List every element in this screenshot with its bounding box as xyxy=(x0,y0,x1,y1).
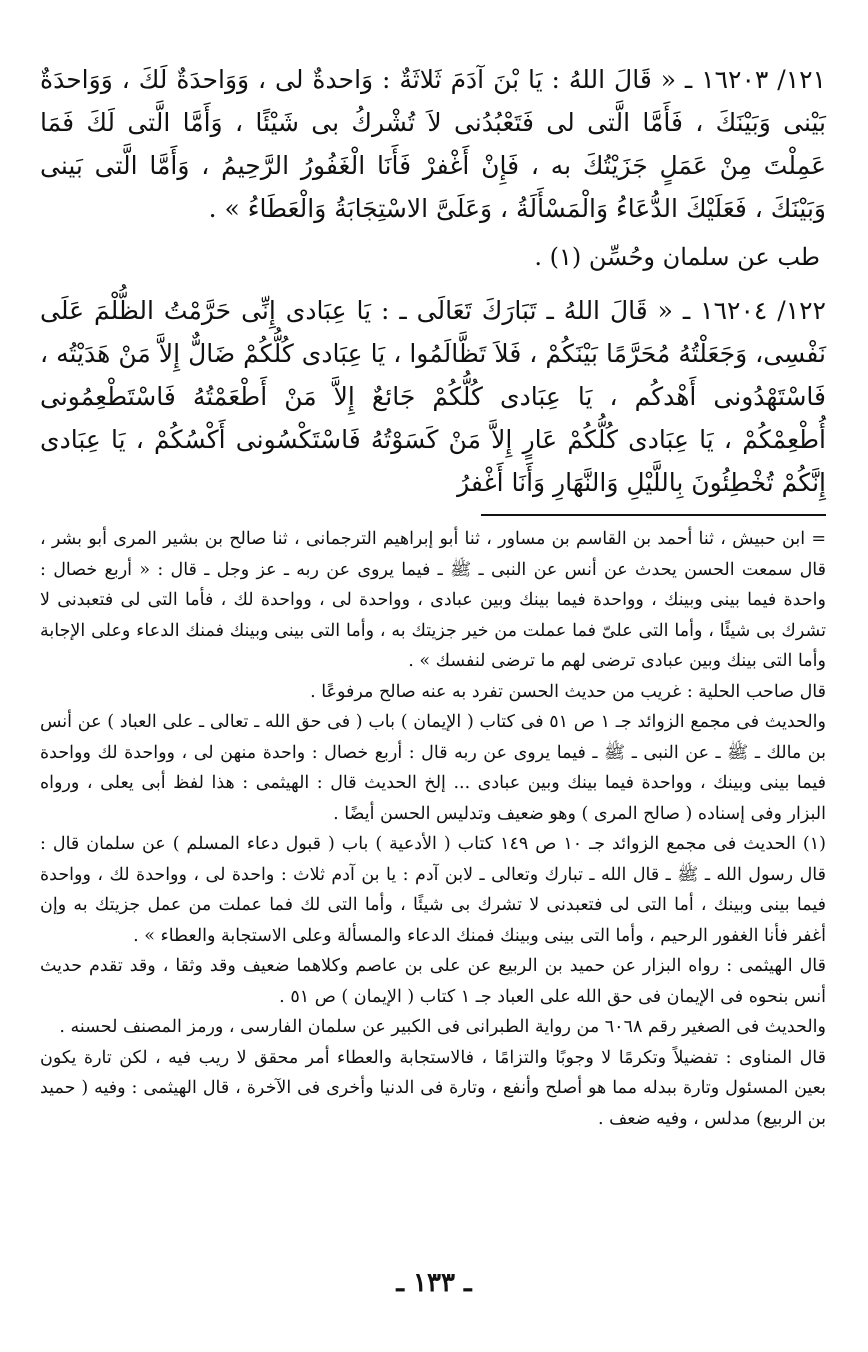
hadith-121: ١٢١/ ١٦٢٠٣ ـ « قَالَ اللهُ : يَا بْنَ آدَمَ ثَلاثَةٌ : وَاحدةٌ لى ، وَوَاحدَةٌ لَكَ ، وَوَاحدَةٌ بَيْنى وَبَيْنَكَ ، فَأَمَّا الَّتى لى فَتَعْبُدُنى لاَ تُشْركُ بى شَيْئًا ، وَأَمَّا الَّتى لَكَ فَمَا عَمِلْتَ مِنْ عَمَلٍ جَزَيْتُكَ به ، فَإِنْ أَغْفرْ فَأَنَا الْغَفُورُ الرَّحِيمُ ، وَأَمَّا الَّتى بَينى وَبَيْنَكَ ، فَعَلَيْكَ الدُّعَاءُ وَالْمَسْأَلَةُ ، وَعَلَىَّ الاسْتِجَابَةُ وَالْعَطَاءُ » . xyxy=(40,65,826,223)
main-text xyxy=(40,58,826,504)
footnote-munawi: قال المناوى : تفضيلاً وتكرمًا لا وجوبًا والتزامًا ، فالاستجابة والعطاء أمر محقق لا ريب فيه ، لكن تارة يكون بعين المسئول وتارة ببدله مما هو أصلح وأنفع ، وتارة فى الدنيا وأخرى فى الآخرة ، قال الهيثمى : وفيه ( حميد بن الربيع) مدلس ، وفيه ضعف . xyxy=(40,1047,826,1129)
footnote-hilya: قال صاحب الحلية : غريب من حديث الحسن تفرد به عنه صالح مرفوعًا . xyxy=(310,681,826,702)
footnote-zawaid-iman: والحديث فى مجمع الزوائد جـ ١ ص ٥١ فى كتاب ( الإيمان ) باب ( فى حق الله ـ تعالى ـ على العباد ) عن أنس بن مالك ـ ﷺ ـ عن النبى ـ ﷺ ـ فيما يروى عن ربه قال : أربع خصال : واحدة منهن لى ، وواحدة لك وواحدة فيما بينى وبينك ، وواحدة فيما بينك وبين عبادى ... إلخ الحديث قال : الهيثمى : هذا لفظ أبى يعلى ، ورواه البزار وفى إسناده ( صالح المرى ) وهو ضعيف وتدليس الحسن أيضًا . xyxy=(40,712,826,824)
footnote-haythami: قال الهيثمى : رواه البزار عن حميد بن الربيع عن على بن عاصم وكلاهما ضعيف وقد وثقا ، وقد تقدم حديث أنس بنحوه فى الإيمان فى حق الله على العباد جـ ١ كتاب ( الإيمان ) ص ٥١ . xyxy=(40,956,826,1007)
hadith-122: ١٢٢/ ١٦٢٠٤ ـ « قَالَ اللهُ ـ تَبَارَكَ تَعَالَى ـ : يَا عِبَادى إِنِّى حَرَّمْتُ الظُّلْمَ عَلَى نَفْسِى، وَجَعَلْتُهُ مُحَرَّمًا بَيْنَكُمْ ، فَلاَ تَظَّالَمُوا ، يَا عِبَادى كُلُّكُمْ ضَالٌّ إِلاَّ مَنْ هَدَيْتُه ، فَاسْتَهْدُونى أَهْدكُم ، يَا عِبَادى كُلُّكُمْ جَائعٌ إِلاَّ مَنْ أَطْعَمْتُهُ فَاسْتَطْعِمُونى أُطْعِمْكُمْ ، يَا عِبَادى كُلُّكُمْ عَارٍ إِلاَّ مَنْ كَسَوْتُهُ فَاسْتَكْسُونى أَكْسُكُمْ ، يَا عِبَادى إِنَّكُمْ تُخْطِئُونَ بِاللَّيْلِ وَالنَّهَارِ وَأَنَا أَغْفرُ xyxy=(40,296,826,497)
footnote-1: (١) الحديث فى مجمع الزوائد جـ ١٠ ص ١٤٩ كتاب ( الأدعية ) باب ( قبول دعاء المسلم ) عن سلمان قال : قال رسول الله ـ ﷺ ـ قال الله ـ تبارك وتعالى ـ لابن آدم : يا بن آدم ثلاث : واحدة لى ، وواحدة لك ، وواحدة فيما بينى وبينك ، أما التى لى فتعبدنى لا تشرك بى شيئًا ، وأما التى لك فما عملت من عمل جزيتك به وإن أغفر فأنا الغفور الرحيم ، وأما التى بينى وبينك فمنك الدعاء والمسألة وعلى الاستجابة والعطاء » . xyxy=(40,834,826,946)
page-number: ـ ١٣٣ ـ xyxy=(396,1268,472,1298)
footnotes xyxy=(40,524,826,1134)
footnote-saghir: والحديث فى الصغير رقم ٦٠٦٨ من رواية الطبرانى فى الكبير عن سلمان الفارسى ، ورمز المصنف لحسنه . xyxy=(59,1017,826,1037)
footnote-continuation: = ابن حبيش ، ثنا أحمد بن القاسم بن مساور ، ثنا أبو إبراهيم الترجمانى ، ثنا صالح بن بشير المرى أبو بشر ، قال سمعت الحسن يحدث عن أنس عن النبى ـ ﷺ ـ فيما يروى عن ربه ـ عز وجل ـ قال : « أربع خصال : واحدة فيما بينى وبينك ، وواحدة فيما بينك وبين عبادى ، وواحدة لى ، وواحدة لك ، فأما التى لى فتعبدنى لا تشرك بى شيئًا ، وأما التى علىّ فما عملت من خير جزيتك به ، وأما التى بينى وبينك فمنك الدعاء وعلى الإجابة وأما التى بينك وبين عبادى ترضى لهم ما ترضى لنفسك » . xyxy=(40,529,826,671)
footnote-separator xyxy=(481,514,826,516)
hadith-121-source: طب عن سلمان وحُسِّن (١) . xyxy=(534,243,820,271)
